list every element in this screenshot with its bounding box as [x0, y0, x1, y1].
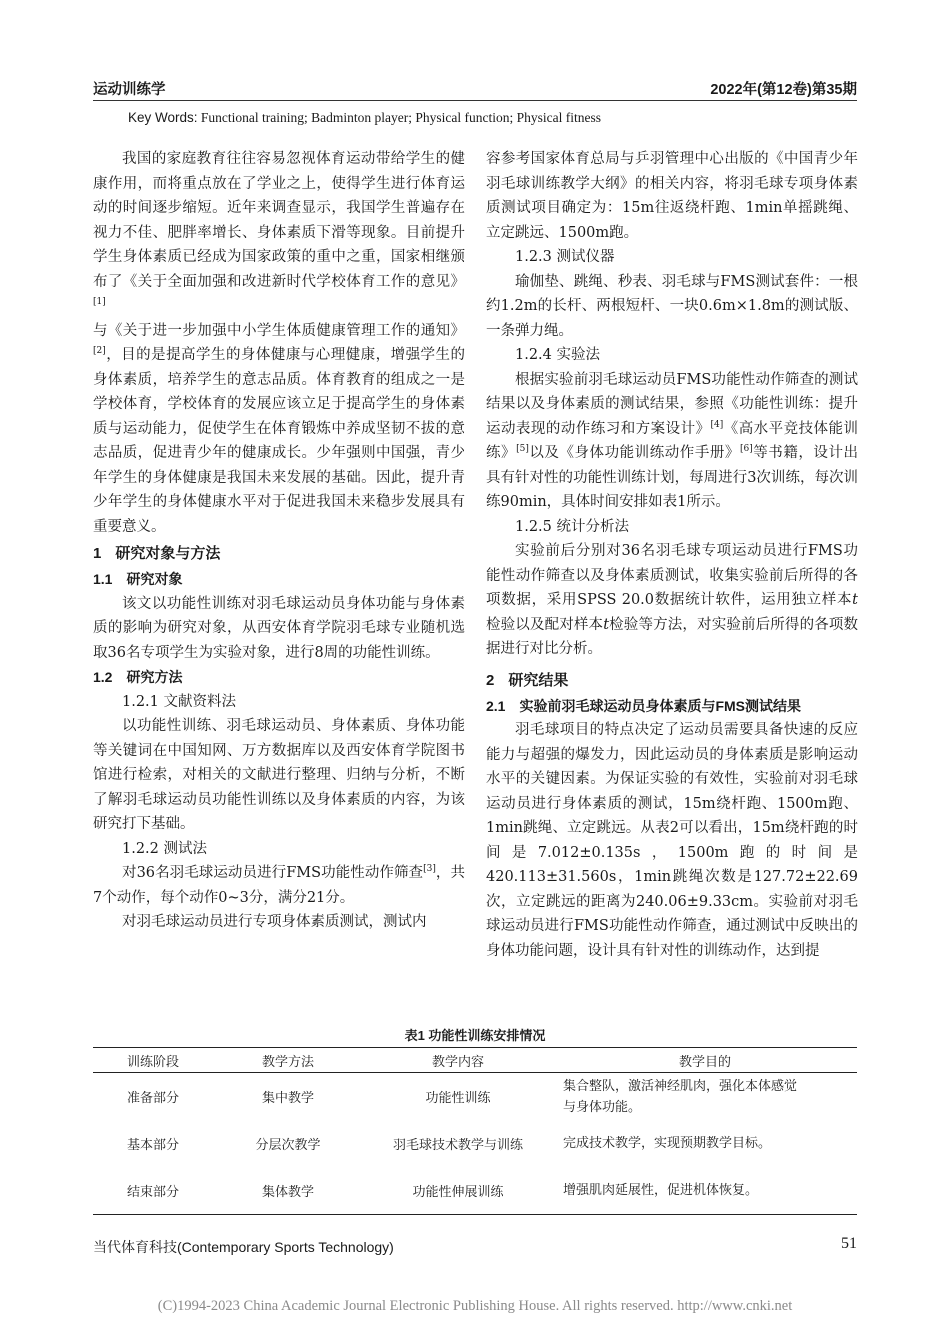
section-1-2-2-paragraph-1: [93, 861, 465, 910]
section-1-number: 1: [93, 545, 102, 562]
table-header-cell: 教学内容: [363, 1048, 553, 1073]
copyright-notice: (C)1994-2023 China Academic Journal Electronic Publishing House. All rights reserved. http://www.cnki.net: [157, 1298, 793, 1314]
section-1-2-1-heading: 1.2.1 文献资料法: [122, 693, 237, 710]
table-cell-goal: [553, 1120, 857, 1167]
table-row: [93, 1120, 857, 1167]
section-2-1-number: 2.1: [486, 697, 506, 714]
header-rule: [93, 100, 857, 101]
table-cell-goal: [553, 1167, 857, 1215]
section-1-2-2-heading: 1.2.2 测试法: [122, 840, 208, 857]
goal-line: 与身体功能。: [563, 1099, 642, 1115]
section-1-2-title: 研究方法: [126, 669, 183, 685]
section-1-2-5-heading: 1.2.5 统计分析法: [515, 518, 630, 535]
table-cell-content: 羽毛球技术教学与训练: [392, 1138, 523, 1153]
keywords-label: Key Words:: [128, 110, 198, 125]
section-2-1-paragraph: 羽毛球项目的特点决定了运动员需要具备快速的反应能力与超强的爆发力，因此运动员的身体素质是影响运动水平的关键因素。为保证实验的有效性，实验前对羽毛球运动员进行身体素质的测试，15m绕杆跑、1500m跑、1min跳绳、立定跳远。从表2可以看出，15m绕杆跑的时间是7.012±0.135s，1500m跑的时间是420.113±31.560s，1min跳绳次数是127.72±22.69次，立定跳远的距离为240.06±9.33cm。实验前对羽毛球运动员进行FMS功能性动作筛查，通过测试中反映出的身体功能问题，设计具有针对性的训练动作，达到提: [486, 722, 858, 959]
section-1-1-paragraph: 该文以功能性训练对羽毛球运动员身体功能与身体素质的影响为研究对象，从西安体育学院羽毛球专业随机选取36名专项学生为实验对象，进行8周的功能性训练。: [93, 595, 465, 661]
section-1-1-number: 1.1: [93, 571, 113, 587]
keywords-line: [128, 110, 601, 126]
section-2-title: 研究结果: [508, 671, 569, 689]
exp-text-b: 《高水平竞技体能训练》: [486, 420, 858, 461]
intro-text-b: 与《关于进一步加强中小学生体质健康管理工作的通知》: [93, 322, 465, 339]
citation-6[interactable]: [6]: [739, 444, 753, 454]
citation-5[interactable]: [5]: [516, 444, 529, 454]
section-1-2-3-paragraph: 瑜伽垫、跳绳、秒表、羽毛球与FMS测试套件：一根约1.2m的长杆、两根短杆、一块0.6m×1.8m的测试版、一条弹力绳。: [486, 273, 858, 339]
table-header-cell: 教学目的: [553, 1048, 857, 1073]
footer-journal: 当代体育科技(Contemporary Sports Technology): [93, 1239, 394, 1255]
section-1-2-heading: [93, 665, 465, 690]
fms-text-a: 对36名羽毛球运动员进行FMS功能性动作筛查: [122, 865, 424, 881]
section-1-heading: [93, 541, 465, 567]
journal-header-title: 运动训练学: [93, 82, 166, 98]
intro-text-a: 我国的家庭教育往往容易忽视体育运动带给学生的健康作用，而将重点放在了学业之上，使得学生进行体育运动的时间逐步缩短。近年来调查显示，我国学生普遍存在视力不佳、肥胖率增长、身体素质下滑等现象。目前提升学生身体素质已经成为国家政策的重中之重，国家相继颁布了《关于全面加强和改进新时代学校体育工作的意见》: [93, 151, 465, 290]
section-2-1-title: 实验前羽毛球运动员身体素质与FMS测试结果: [519, 697, 802, 714]
stat-text-a: 实验前后分别对36名羽毛球专项运动员进行FMS功能性动作筛查以及身体素质测试，收集实验前后所得的各项数据，采用SPSS 20.0数据统计软件，运用独立样本: [486, 543, 858, 608]
citation-3[interactable]: [3]: [423, 864, 436, 874]
exp-text-d: 等书籍，设计出具有针对性的功能性训练计划，每周进行3次训练，每次训练90min，具体时间安排如表1所示。: [486, 445, 859, 510]
table-header-cell: 训练阶段: [93, 1048, 213, 1073]
table-cell-method: 集体教学: [213, 1167, 363, 1215]
goal-line: 完成技术教学，实现预期教学目标。: [563, 1136, 772, 1151]
journal-issue: 2022年(第12卷)第35期: [710, 82, 857, 98]
stat-text-c: 检验等方法，对实验前后所得的各项数据进行对比分析。: [486, 616, 859, 657]
right-column: [486, 147, 858, 963]
table-cell-stage: 结束部分: [93, 1167, 213, 1215]
goal-line: 增强肌肉延展性，促进机体恢复。: [563, 1183, 759, 1198]
citation-1[interactable]: [1]: [93, 297, 106, 307]
t-symbol-1: t: [852, 592, 858, 608]
exp-text-c: 以及《身体功能训练动作手册》: [528, 445, 740, 461]
table-cell-goal: [553, 1073, 857, 1121]
table-cell-method: 分层次教学: [255, 1138, 321, 1153]
table-1-caption: 表1 功能性训练安排情况: [404, 1028, 546, 1043]
table-header-cell: 教学方法: [213, 1048, 363, 1073]
citation-2[interactable]: [2]: [93, 346, 106, 356]
section-1-2-number: 1.2: [93, 669, 113, 685]
table-row: [93, 1073, 857, 1121]
section-1-title: 研究对象与方法: [115, 545, 221, 562]
table-cell-stage: 基本部分: [126, 1138, 179, 1153]
citation-4[interactable]: [4]: [710, 419, 724, 430]
stat-text-b: 检验以及配对样本: [486, 616, 604, 633]
table-1: [93, 1047, 857, 1215]
table-header-row: [93, 1048, 857, 1073]
section-1-1-heading: [93, 567, 465, 592]
section-1-2-4-heading: 1.2.4 实验法: [515, 347, 601, 363]
section-2-1-heading: [486, 694, 858, 719]
intro-paragraph: [93, 147, 465, 539]
section-1-2-3-heading: 1.2.3 测试仪器: [515, 249, 615, 265]
table-row: [93, 1167, 857, 1215]
goal-line: 集合整队，激活神经肌肉，强化本体感觉: [563, 1078, 798, 1094]
exp-text-a: 根据实验前羽毛球运动员FMS功能性动作筛查的测试结果以及身体素质的测试结果，参照《功能性训练：提升运动表现的动作练习和方案设计》: [486, 371, 858, 437]
section-1-2-2-continuation: 容参考国家体育总局与乒羽管理中心出版的《中国青少年羽毛球训练教学大纲》的相关内容，将羽毛球专项身体素质测试项目确定为：15m往返绕杆跑、1min单摇跳绳、立定跳远、1500m跑。: [486, 151, 858, 241]
fms-text-b: ，共7个动作，每个动作0~3分，满分21分。: [93, 865, 465, 906]
table-cell-stage: 准备部分: [126, 1091, 179, 1106]
section-1-2-1-paragraph: 以功能性训练、羽毛球运动员、身体素质、身体功能等关键词在中国知网、万方数据库以及西安体育学院图书馆进行检索，对相关的文献进行整理、归纳与分析，不断了解羽毛球运动员功能性训练以及身体素质的内容，为该研究打下基础。: [93, 718, 465, 832]
intro-text-c: ，目的是提高学生的身体健康与心理健康，增强学生的身体素质，培养学生的意志品质。体育教育的组成之一是学校体育，学校体育的发展应该立足于提高学生的身体素质与运动能力，促使学生在体育锻炼中养成坚韧不拔的意志品质，促进青少年的健康成长。少年强则中国强，青少年学生的身体健康是我国未来发展的基础。因此，提升青少年学生的身体健康水平对于促进我国未来稳步发展具有重要意义。: [93, 347, 465, 535]
section-1-2-4-paragraph: [486, 368, 858, 515]
section-1-1-title: 研究对象: [126, 571, 183, 587]
table-cell-content: 功能性训练: [425, 1091, 491, 1106]
section-1-2-2-paragraph-2: 对羽毛球运动员进行专项身体素质测试，测试内: [122, 914, 427, 930]
left-column: [93, 147, 465, 935]
table-cell-content: 功能性伸展训练: [363, 1167, 553, 1215]
page-number: 51: [841, 1235, 857, 1252]
section-2-number: 2: [486, 671, 495, 689]
keywords-text: Functional training; Badminton player; Physical function; Physical fitness: [197, 110, 601, 125]
t-symbol-2: t: [603, 616, 610, 633]
section-1-2-5-paragraph: [486, 539, 858, 662]
section-2-heading: [486, 668, 858, 694]
table-cell-method: 集中教学: [261, 1091, 314, 1106]
